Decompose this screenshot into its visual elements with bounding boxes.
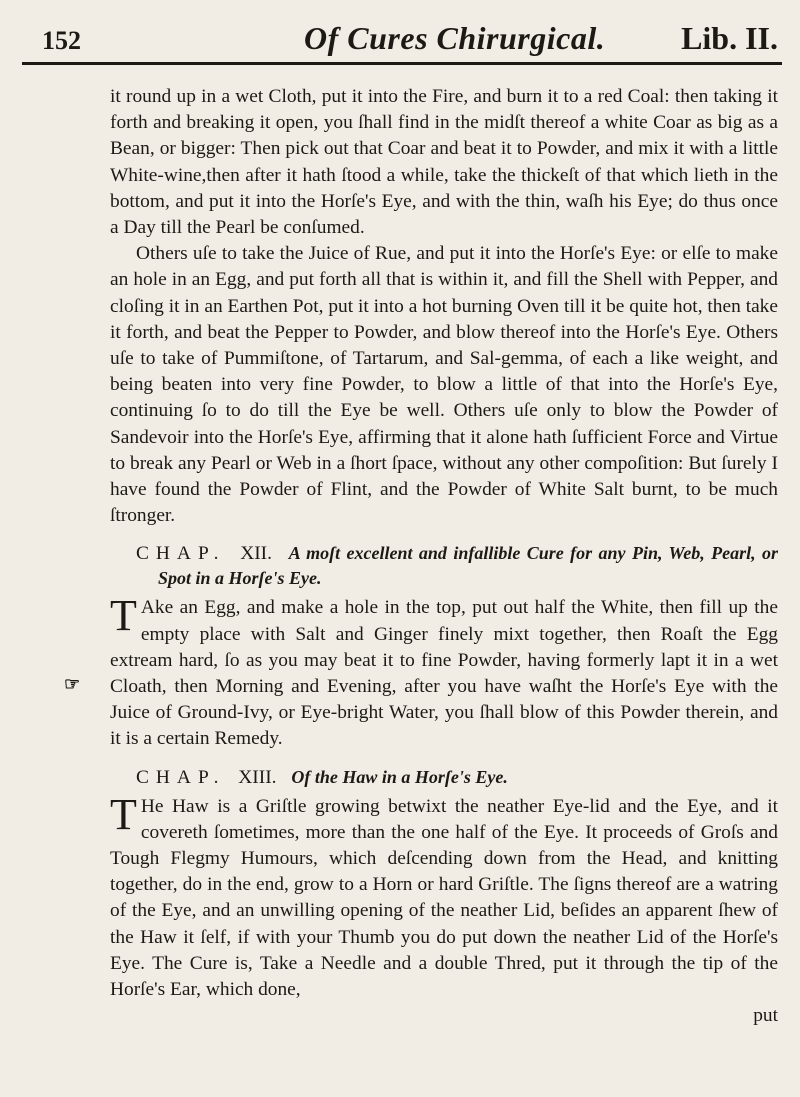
page-body (110, 84, 778, 1030)
chapter-number: XIII. (238, 766, 277, 788)
drop-cap: T (110, 789, 137, 839)
margin-hand-icon: ☞ (64, 674, 81, 694)
catchword: put (753, 1005, 778, 1027)
chapter-heading (110, 541, 778, 591)
chapter-text (110, 591, 778, 752)
drop-cap: T (110, 591, 137, 641)
book-number: Lib. II. (681, 20, 778, 56)
catchword-row (110, 1003, 778, 1029)
chapter-title: A moſt excellent and infallible Cure for any Pin, Web, Pearl, or Spot in a Horſe's Eye. (158, 543, 778, 589)
chapter-label: CHAP. (136, 766, 226, 788)
page-header (22, 14, 782, 65)
page-number: 152 (42, 26, 81, 55)
chapter-number: XII. (240, 543, 272, 565)
chapter-heading (110, 765, 778, 790)
chapter-body: He Haw is a Griſtle growing betwixt the neather Eye-lid and the Eye, and it covereth ſometimes, more than the one half of the Eye. It proceeds of Groſs and Tough Flegmy Humours, which deſcending down from the Head, and knitting together, do in the end, grow to a Horn or hard Griſtle. The ſigns thereof are a watring of the Eye, and an unwilling opening of the neather Lid, beſides an apparent ſhew of the Haw it ſelf, if with your Thumb you do put down the neather Lid of the Horſe's Eye. The Cure is, Take a Needle and a double Thred, put it through the tip of the Horſe's Ear, which done, (110, 795, 778, 1001)
chapter-text (110, 789, 778, 1004)
chapter-body: Ake an Egg, and make a hole in the top, put out half the White, then fill up the empty place with Salt and Ginger finely mixt together, then Roaſt the Egg extream hard, ſo as you may beat it to fine Powder, having formerly lapt it in a wet Cloath, then Morning and Evening, after you have waſht the Horſe's Eye with the Juice of Ground-Ivy, or Eye-bright Water, you ſhall blow of this Powder therein, and it is a certain Remedy. (110, 597, 778, 750)
paragraph: it round up in a wet Cloth, put it into the Fire, and burn it to a red Coal: then taking it forth and breaking it open, you ſhall find in the midſt thereof a white Coar as big as a Bean, or bigger: Then pick out that Coar and beat it to Powder, and mix it with a little White-wine,then after it hath ſtood a while, take the thickeſt of that which lieth in the bottom, and put it into the Horſe's Eye, and with the thin, waſh his Eye; do thus once a Day till the Pearl be conſumed. (110, 86, 778, 239)
paragraph: Others uſe to take the Juice of Rue, and put it into the Horſe's Eye: or elſe to make an hole in an Egg, and put forth all that is within it, and fill the Shell with Pepper, and cloſing it in an Earthen Pot, put it into a hot burning Oven till it be quite hot, then take it forth, and beat the Pepper to Powder, and blow thereof into the Horſe's Eye. Others uſe to take of Pummiſtone, of Tartarum, and Sal-gemma, of each a like weight, and being beaten into very fine Powder, to blow a little of that into the Horſe's Eye, continuing ſo to do till the Eye be well. Others uſe only to blow the Powder of Sandevoir into the Horſe's Eye, affirming that it alone hath ſufficient Force and Virtue to break any Pearl or Web in a ſhort ſpace, without any other compoſition: But ſurely I have found the Powder of Flint, and the Powder of White Salt burnt, to be much ſtronger. (110, 243, 778, 527)
chapter-label: CHAP. (136, 543, 226, 565)
chapter-title: Of the Haw in a Horſe's Eye. (291, 766, 508, 787)
running-title: Of Cures Chirurgical. (304, 20, 606, 56)
